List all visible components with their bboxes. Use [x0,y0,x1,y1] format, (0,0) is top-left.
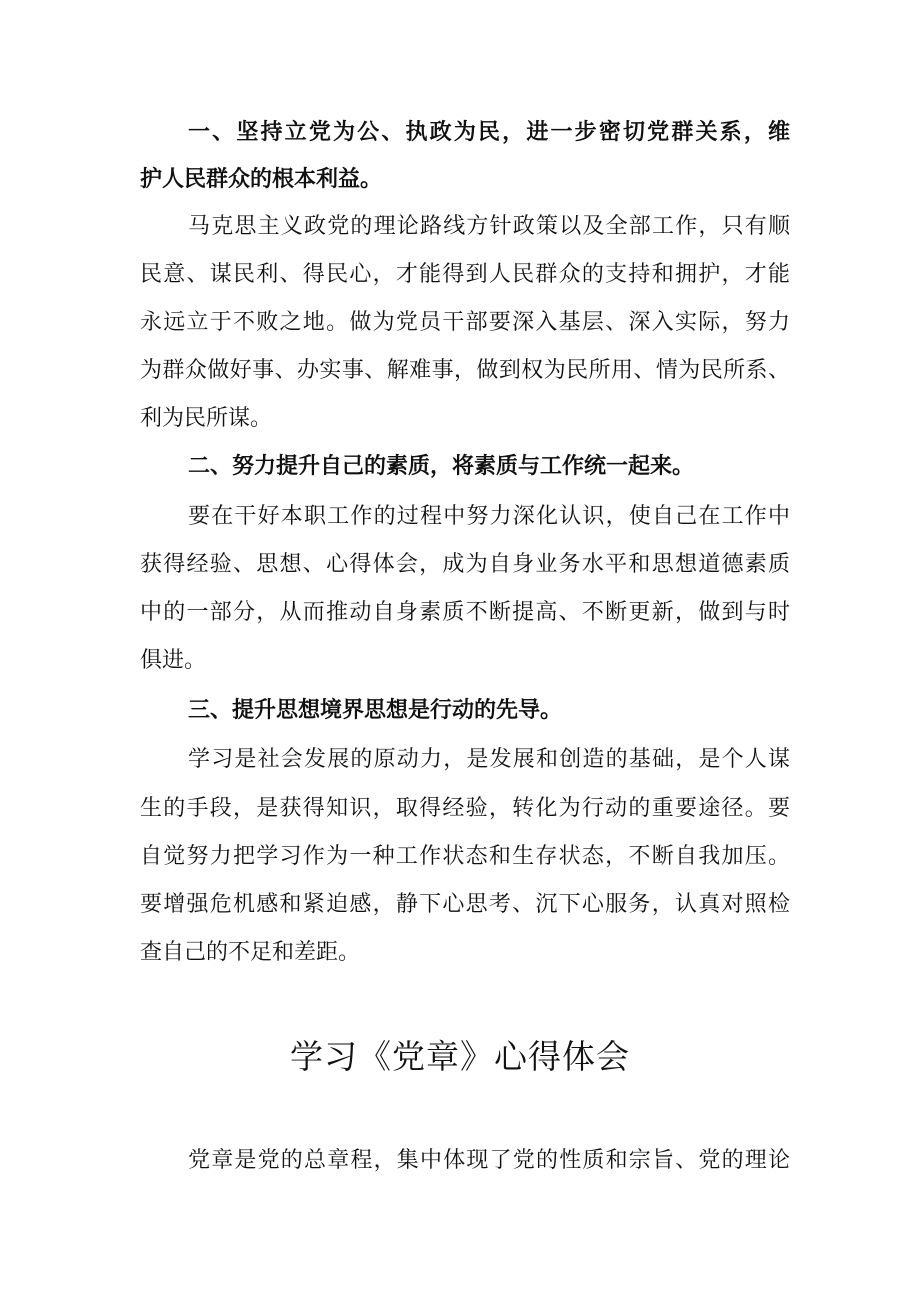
paragraph-line: 中的一部分，从而推动自身素质不断提高、不断更新，做到与时 [140,600,790,625]
paragraph-line: 马克思主义政党的理论路线方针政策以及全部工作，只有顺 [188,214,790,239]
heading-line: 一、坚持立党为公、执政为民，进一步密切党群关系，维 [188,120,790,145]
paragraph-line: 查自己的不足和差距。 [140,940,361,965]
heading-line: 三、提升思想境界思想是行动的先导。 [188,698,563,723]
paragraph-line: 俱进。 [140,648,207,673]
paragraph-line: 民意、谋民利、得民心，才能得到人民群众的支持和拥护，才能 [140,262,790,287]
paragraph-line: 生的手段，是获得知识，取得经验，转化为行动的重要途径。要 [140,796,790,821]
paragraph-line: 学习是社会发展的原动力，是发展和创造的基础，是个人谋 [188,747,790,772]
heading-line: 二、努力提升自己的素质，将素质与工作统一起来。 [188,454,695,479]
paragraph-line: 获得经验、思想、心得体会，成为自身业务水平和思想道德素质 [140,552,790,577]
paragraph-line: 为群众做好事、办实事、解难事，做到权为民所用、情为民所系、 [140,358,790,383]
paragraph-line: 永远立于不败之地。做为党员干部要深入基层、深入实际，努力 [140,310,790,335]
heading-line: 护人民群众的根本利益。 [140,167,383,192]
paragraph-line: 党章是党的总章程，集中体现了党的性质和宗旨、党的理论 [188,1148,790,1173]
paragraph-line: 要增强危机感和紧迫感，静下心思考、沉下心服务，认真对照检 [140,892,790,917]
paragraph-line: 要在干好本职工作的过程中努力深化认识，使自己在工作中 [188,504,790,529]
article-title: 学习《党章》心得体会 [290,1037,630,1076]
paragraph-line: 自觉努力把学习作为一种工作状态和生存状态，不断自我加压。 [140,844,790,869]
paragraph-line: 利为民所谋。 [140,406,273,431]
